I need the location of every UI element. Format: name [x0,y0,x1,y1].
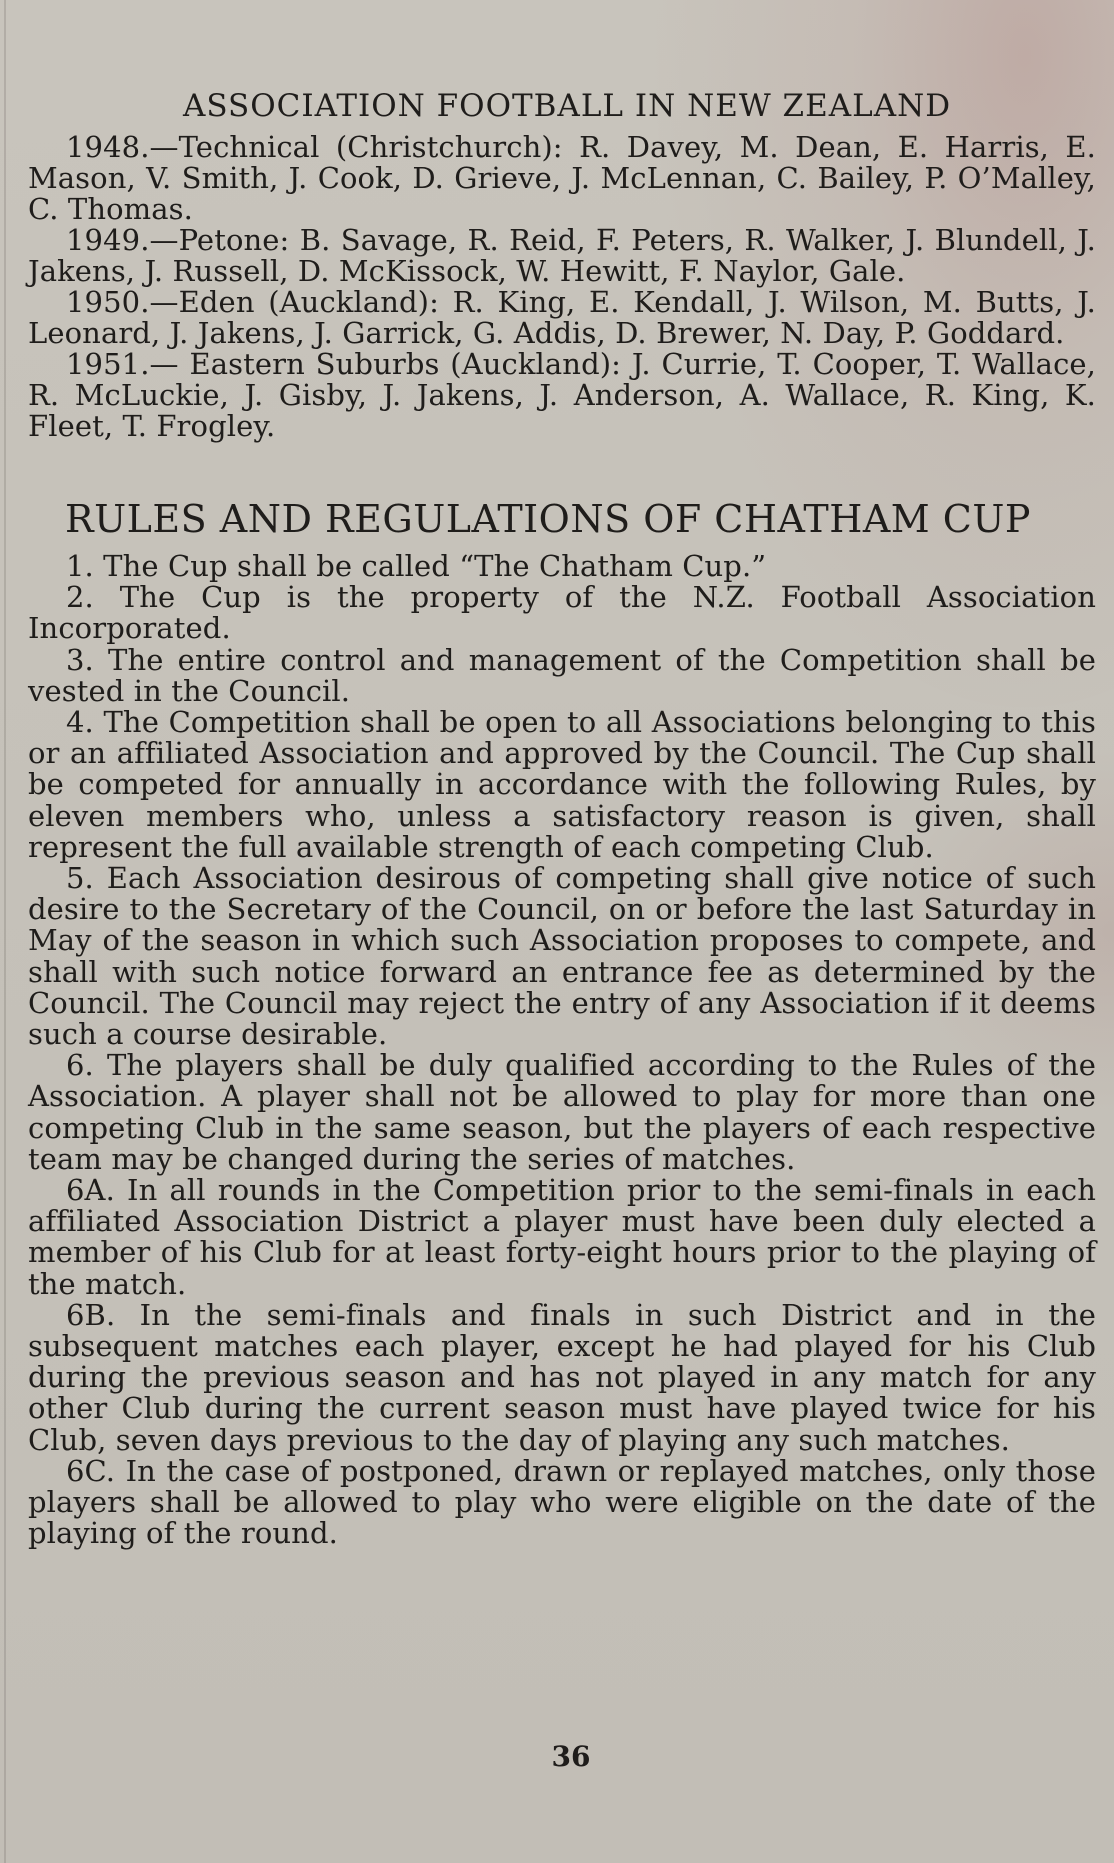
rule-6b: 6B. In the semi-finals and finals in such District and in the subsequent matches each player, except he had played for his Club during the previous season and has not played in any match for any other Club during the current season must have played twice for his Club, seven days previous to the day of playing any such matches. [28,1297,1096,1457]
page-number: 36 [551,1740,591,1773]
winners-entry-1949: 1949.—Petone: B. Savage, R. Reid, F. Peters, R. Walker, J. Blundell, J. Jakens, J. Russell, D. McKissock, W. Hewitt, F. Naylor, Gale. [28,223,1096,288]
cup-winners-list [28,132,1096,442]
running-head: ASSOCIATION FOOTBALL IN NEW ZEALAND [182,88,952,124]
page-gutter-line [4,0,6,1863]
winners-entry-1951: 1951.— Eastern Suburbs (Auckland): J. Currie, T. Cooper, T. Wallace, R. McLuckie, J. Gisby, J. Jakens, J. Anderson, A. Wallace, R. King, K. Fleet, T. Frogley. [28,347,1096,443]
section-title: RULES AND REGULATIONS OF CHATHAM CUP [65,497,1031,541]
rules-list [28,551,1096,1550]
rule-2: 2. The Cup is the property of the N.Z. Football Association Incorporated. [28,580,1096,646]
rule-6c: 6C. In the case of postponed, drawn or replayed matches, only those players shall be allowed to play who were eligible on the date of the playing of the round. [28,1453,1096,1551]
winners-entry-1950: 1950.—Eden (Auckland): R. King, E. Kendall, J. Wilson, M. Butts, J. Leonard, J. Jakens, J. Garrick, G. Addis, D. Brewer, N. Day, P. Goddard. [28,285,1096,350]
rule-1: 1. The Cup shall be called “The Chatham Cup.” [66,549,767,583]
rule-6a: 6A. In all rounds in the Competition prior to the semi-finals in each affiliated Association District a player must have been duly elected a member of his Club for at least forty-eight hours prior to the playing of the match. [28,1173,1096,1301]
rule-3: 3. The entire control and management of the Competition shall be vested in the Council. [28,642,1096,708]
rule-5: 5. Each Association desirous of competing shall give notice of such desire to the Secretary of the Council, on or before the last Saturday in May of the season in which such Association proposes to compete, and shall with such notice forward an entrance fee as determined by the Council. The Council may reject the entry of any Association if it deems such a course desirable. [28,861,1096,1052]
winners-entry-1948: 1948.—Technical (Christchurch): R. Davey, M. Dean, E. Harris, E. Mason, V. Smith, J. Cook, D. Grieve, J. McLennan, C. Bailey, P. O’Malley, C. Thomas. [28,130,1096,226]
rule-4: 4. The Competition shall be open to all Associations belonging to this or an affiliated Association and approved by the Council. The Cup shall be competed for annually in accordance with the following Rules, by eleven members who, unless a satisfactory reason is given, shall represent the full available strength of each competing Club. [28,705,1096,864]
rule-6: 6. The players shall be duly qualified according to the Rules of the Association. A player shall not be allowed to play for more than one competing Club in the same season, but the players of each respective team may be changed during the series of matches. [28,1048,1096,1176]
page-content [28,80,1096,1550]
